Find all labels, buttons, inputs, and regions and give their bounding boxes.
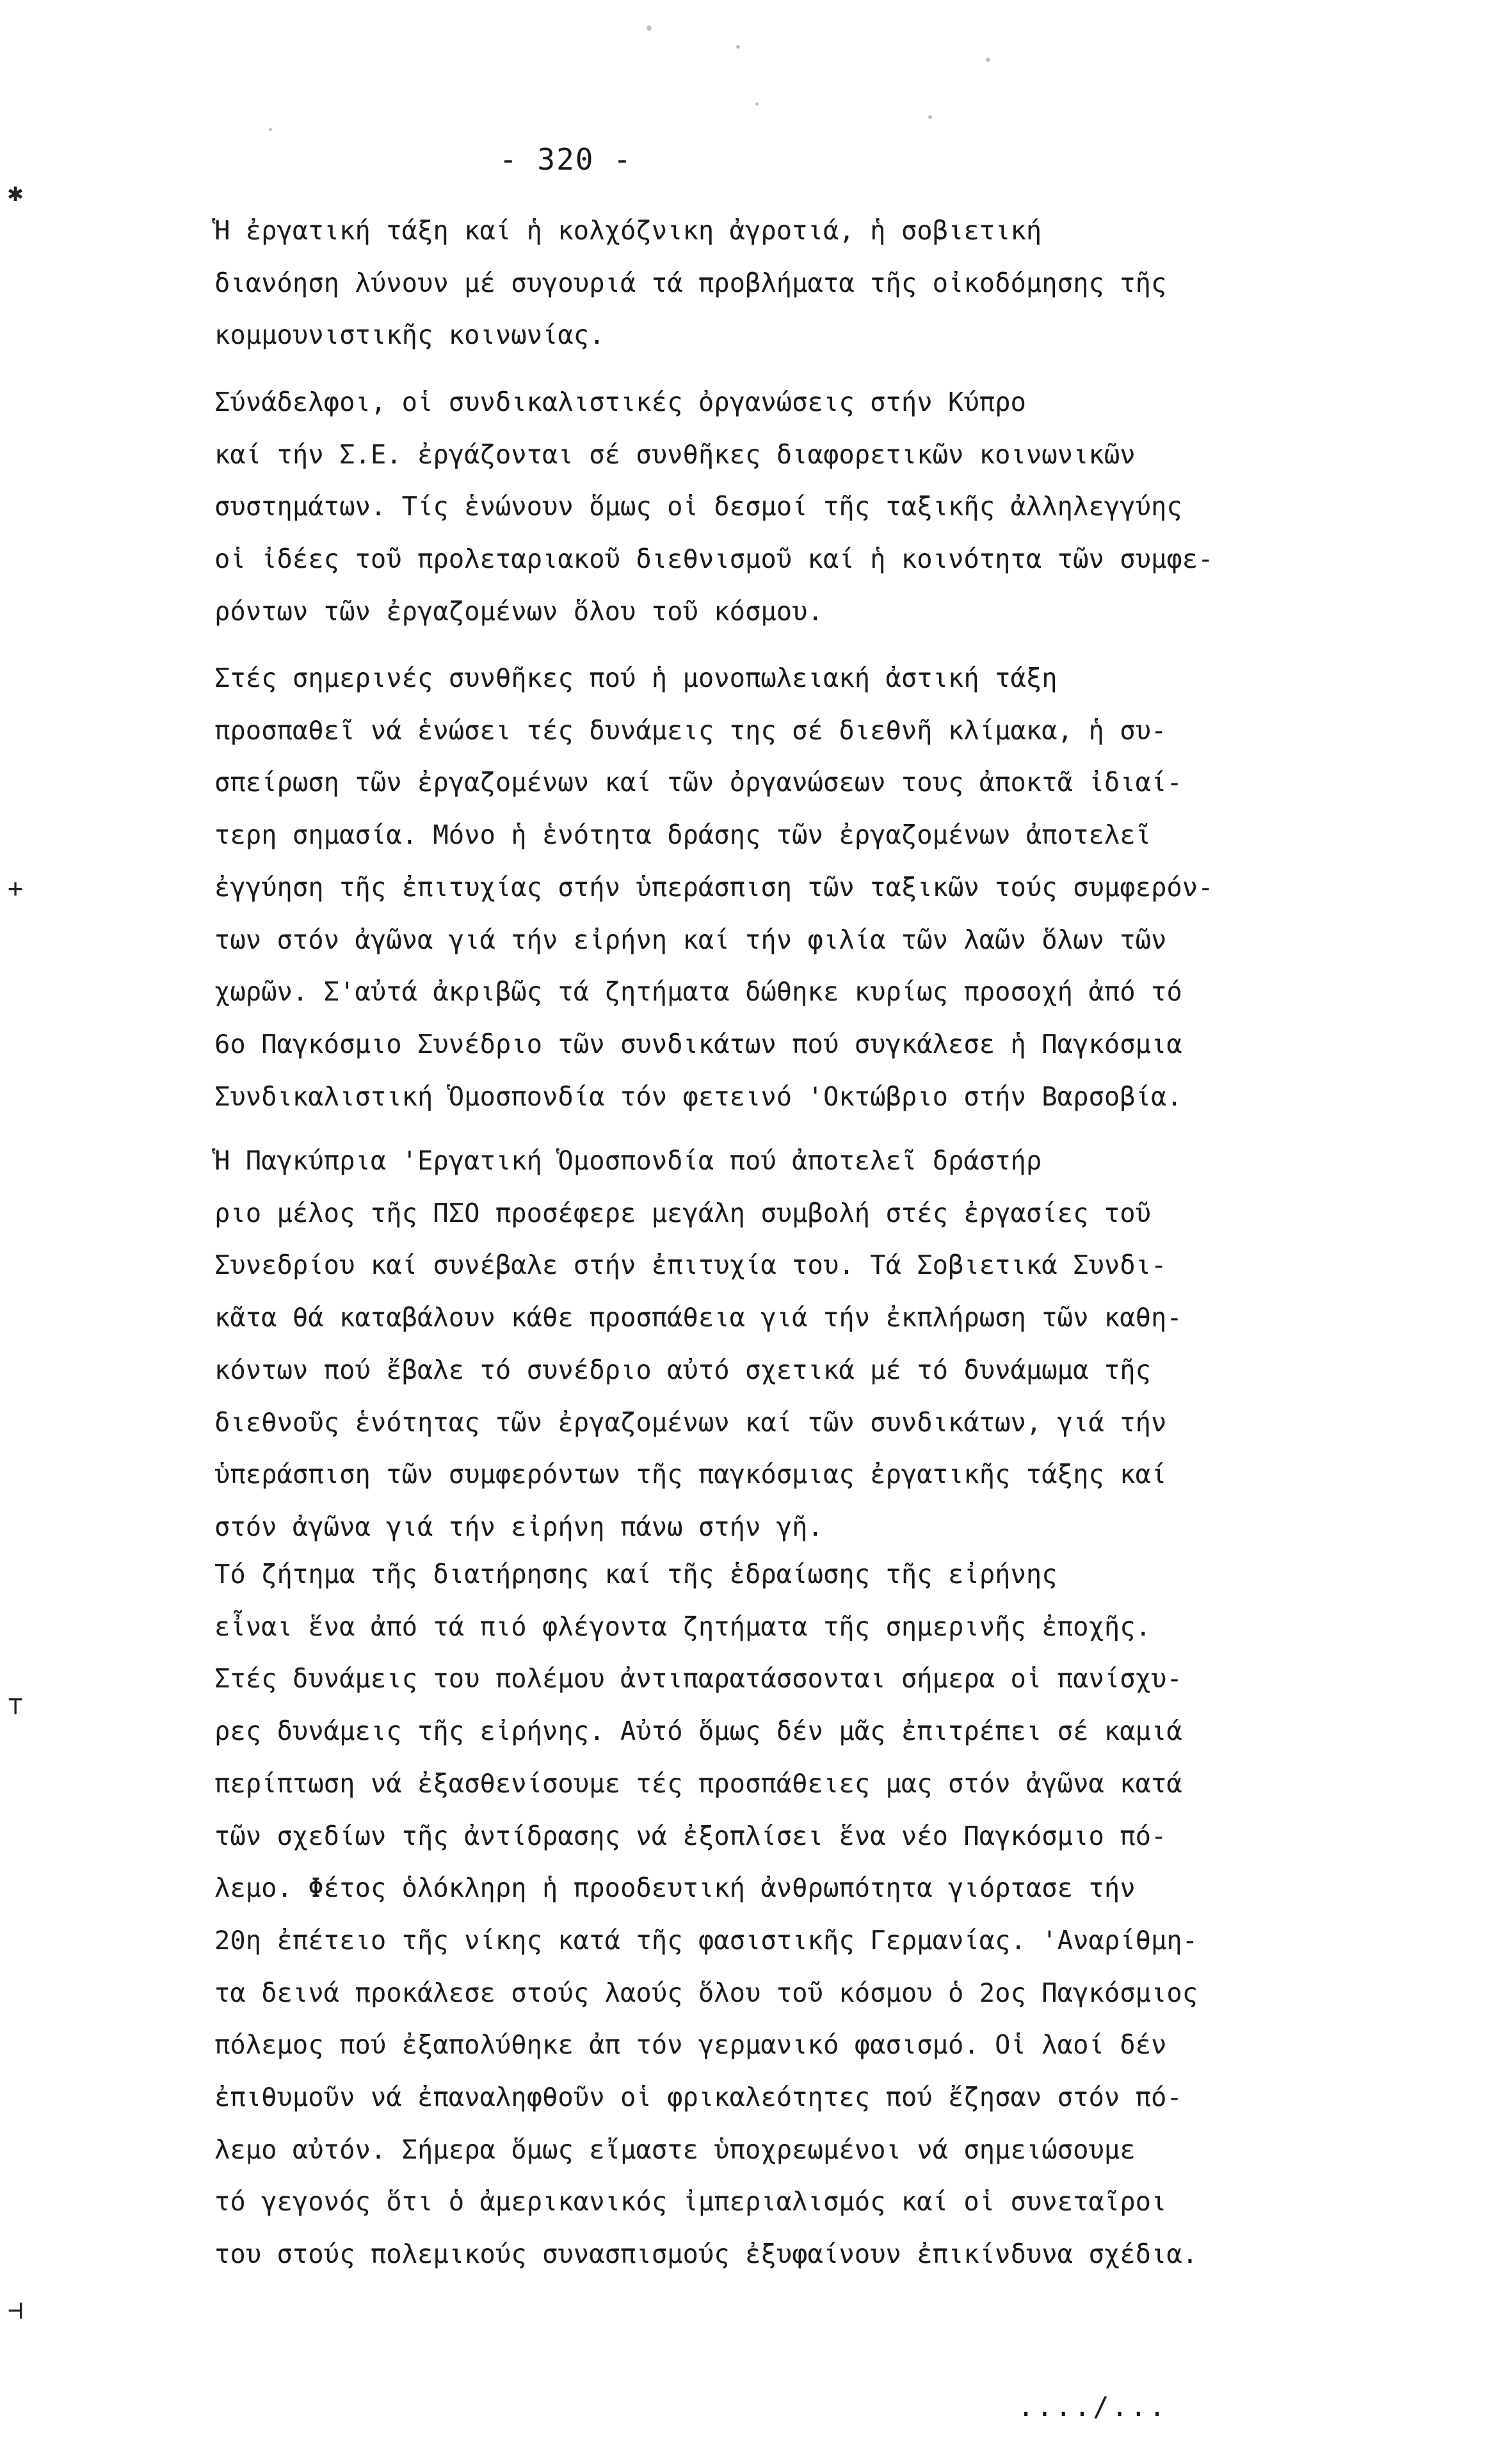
text-line: χωρῶν. Σ'αὐτά ἀκριβῶς τά ζητήματα δώθηκε κυρίως προσοχή ἀπό τό bbox=[214, 976, 1182, 1008]
text-line: τῶν σχεδίων τῆς ἀντίδρασης νά ἐξοπλίσει ἕνα νέο Παγκόσμιο πό- bbox=[214, 1820, 1167, 1851]
text-line: συστημάτων. Τίς ἑνώνουν ὅμως οἱ δεσμοί τῆς ταξικῆς ἀλληλεγγύης bbox=[214, 491, 1182, 522]
scan-speck bbox=[647, 26, 652, 31]
text-line: λεμο αὐτόν. Σήμερα ὅμως εἴμαστε ὑποχρεωμένοι νά σημειώσουμε bbox=[214, 2134, 1136, 2165]
scan-speck bbox=[269, 128, 272, 131]
paragraph-2 bbox=[214, 376, 1315, 638]
text-line: διανόηση λύνουν μέ συγουριά τά προβλήματα τῆς οἰκοδόμησης τῆς bbox=[214, 267, 1167, 298]
text-line: κομμουνιστικῆς κοινωνίας. bbox=[214, 319, 605, 351]
margin-mark: ⊣ bbox=[8, 2296, 24, 2325]
continuation-mark: ..../... bbox=[1018, 2391, 1168, 2422]
text-line: 20η ἐπέτειο τῆς νίκης κατά τῆς φασιστικῆς Γερμανίας. 'Αναρίθμη- bbox=[214, 1924, 1198, 1956]
text-line: ὑπεράσπιση τῶν συμφερόντων τῆς παγκόσμιας ἐργατικῆς τάξης καί bbox=[214, 1459, 1167, 1490]
text-line: ἐγγύηση τῆς ἐπιτυχίας στήν ὑπεράσπιση τῶν ταξικῶν τούς συμφερόν- bbox=[214, 871, 1214, 903]
text-line: Ἡ ἐργατική τάξη καί ἡ κολχόζνικη ἀγροτιά, ἡ σοβιετική bbox=[214, 215, 1042, 246]
text-line: Συνδικαλιστική Ὁμοσπονδία τόν φετεινό 'Οκτώβριο στήν Βαρσοβία. bbox=[214, 1081, 1182, 1112]
text-line: προσπαθεῖ νά ἑνώσει τές δυνάμεις της σέ διεθνῆ κλίμακα, ἡ συ- bbox=[214, 714, 1167, 746]
text-line: σπείρωση τῶν ἐργαζομένων καί τῶν ὀργανώσεων τους ἀποκτᾶ ἰδιαί- bbox=[214, 767, 1182, 798]
scan-speck bbox=[986, 58, 990, 62]
text-line: Συνεδρίου καί συνέβαλε στήν ἐπιτυχία του. Τά Σοβιετικά Συνδι- bbox=[214, 1250, 1167, 1281]
text-line: ἐπιθυμοῦν νά ἐπαναληφθοῦν οἱ φρικαλεότητες πού ἔζησαν στόν πό- bbox=[214, 2082, 1182, 2113]
text-line: ριο μέλος τῆς ΠΣΟ προσέφερε μεγάλη συμβολή στές ἐργασίες τοῦ bbox=[214, 1197, 1151, 1228]
text-line: περίπτωση νά ἐξασθενίσουμε τές προσπάθειες μας στόν ἀγῶνα κατά bbox=[214, 1767, 1182, 1799]
text-line: τό γεγονός ὅτι ὁ ἀμερικανικός ἰμπεριαλισμός καί οἱ συνεταῖροι bbox=[214, 2186, 1167, 2217]
margin-mark: ✱ bbox=[8, 178, 24, 207]
paragraph-5 bbox=[214, 1549, 1315, 2281]
text-line: των στόν ἀγῶνα γιά τήν εἰρήνη καί τήν φιλία τῶν λαῶν ὅλων τῶν bbox=[214, 924, 1167, 955]
text-line: λεμο. Φέτος ὁλόκληρη ἡ προοδευτική ἀνθρωπότητα γιόρτασε τήν bbox=[214, 1872, 1136, 1904]
text-line: Στές σημερινές συνθῆκες πού ἡ μονοπωλειακή ἀστική τάξη bbox=[214, 663, 1058, 693]
text-line: Σύνάδελφοι, οἱ συνδικαλιστικές ὀργανώσεις στήν Κύπρο bbox=[214, 387, 1026, 417]
text-line: Τό ζήτημα τῆς διατήρησης καί τῆς ἑδραίωσης τῆς εἰρήνης bbox=[214, 1559, 1058, 1589]
text-line: τερη σημασία. Μόνο ἡ ἑνότητα δράσης τῶν ἐργαζομένων ἀποτελεῖ bbox=[214, 819, 1151, 851]
paragraph-3 bbox=[214, 652, 1315, 1123]
text-line: πόλεμος πού ἐξαπολύθηκε ἀπ τόν γερμανικό φασισμό. Οἱ λαοί δέν bbox=[214, 2029, 1167, 2061]
text-line: κόντων πού ἔβαλε τό συνέδριο αὐτό σχετικά μέ τό δυνάμωμα τῆς bbox=[214, 1354, 1151, 1385]
page-number: - 320 - bbox=[499, 142, 632, 177]
text-line: κᾶτα θά καταβάλουν κάθε προσπάθεια γιά τήν ἐκπλήρωση τῶν καθη- bbox=[214, 1302, 1182, 1333]
text-line: ρες δυνάμεις τῆς εἰρήνης. Αὐτό ὅμως δέν μᾶς ἐπιτρέπει σέ καμιά bbox=[214, 1716, 1182, 1747]
scan-speck bbox=[928, 115, 932, 119]
text-line: Ἡ Παγκύπρια 'Εργατική Ὁμοσπονδία πού ἀποτελεῖ δράστήρ bbox=[214, 1145, 1042, 1176]
margin-mark: ⊤ bbox=[8, 1691, 24, 1721]
text-line: εἶναι ἕνα ἀπό τά πιό φλέγοντα ζητήματα τῆς σημερινῆς ἐποχῆς. bbox=[214, 1611, 1151, 1642]
text-line: ρόντων τῶν ἐργαζομένων ὅλου τοῦ κόσμου. bbox=[214, 595, 823, 627]
text-line: του στούς πολεμικούς συνασπισμούς ἐξυφαίνουν ἐπικίνδυνα σχέδια. bbox=[214, 2239, 1198, 2270]
paragraph-4 bbox=[214, 1135, 1315, 1554]
margin-mark: + bbox=[8, 874, 24, 903]
scan-speck bbox=[755, 102, 759, 106]
text-line: στόν ἀγῶνα γιά τήν εἰρήνη πάνω στήν γῆ. bbox=[214, 1511, 823, 1542]
text-line: διεθνοῦς ἑνότητας τῶν ἐργαζομένων καί τῶν συνδικάτων, γιά τήν bbox=[214, 1406, 1167, 1438]
text-line: οἱ ἰδέες τοῦ προλεταριακοῦ διεθνισμοῦ καί ἡ κοινότητα τῶν συμφε- bbox=[214, 543, 1214, 575]
scan-speck bbox=[736, 45, 740, 49]
text-line: τα δεινά προκάλεσε στούς λαούς ὅλου τοῦ κόσμου ὁ 2ος Παγκόσμιος bbox=[214, 1977, 1198, 2008]
text-line: Στές δυνάμεις του πολέμου ἀντιπαρατάσσονται σήμερα οἱ πανίσχυ- bbox=[214, 1663, 1182, 1694]
text-line: καί τήν Σ.Ε. ἐργάζονται σέ συνθῆκες διαφορετικῶν κοινωνικῶν bbox=[214, 438, 1136, 470]
text-line: 6ο Παγκόσμιο Συνέδριο τῶν συνδικάτων πού συγκάλεσε ἡ Παγκόσμια bbox=[214, 1028, 1182, 1059]
paragraph-1 bbox=[214, 205, 1315, 362]
